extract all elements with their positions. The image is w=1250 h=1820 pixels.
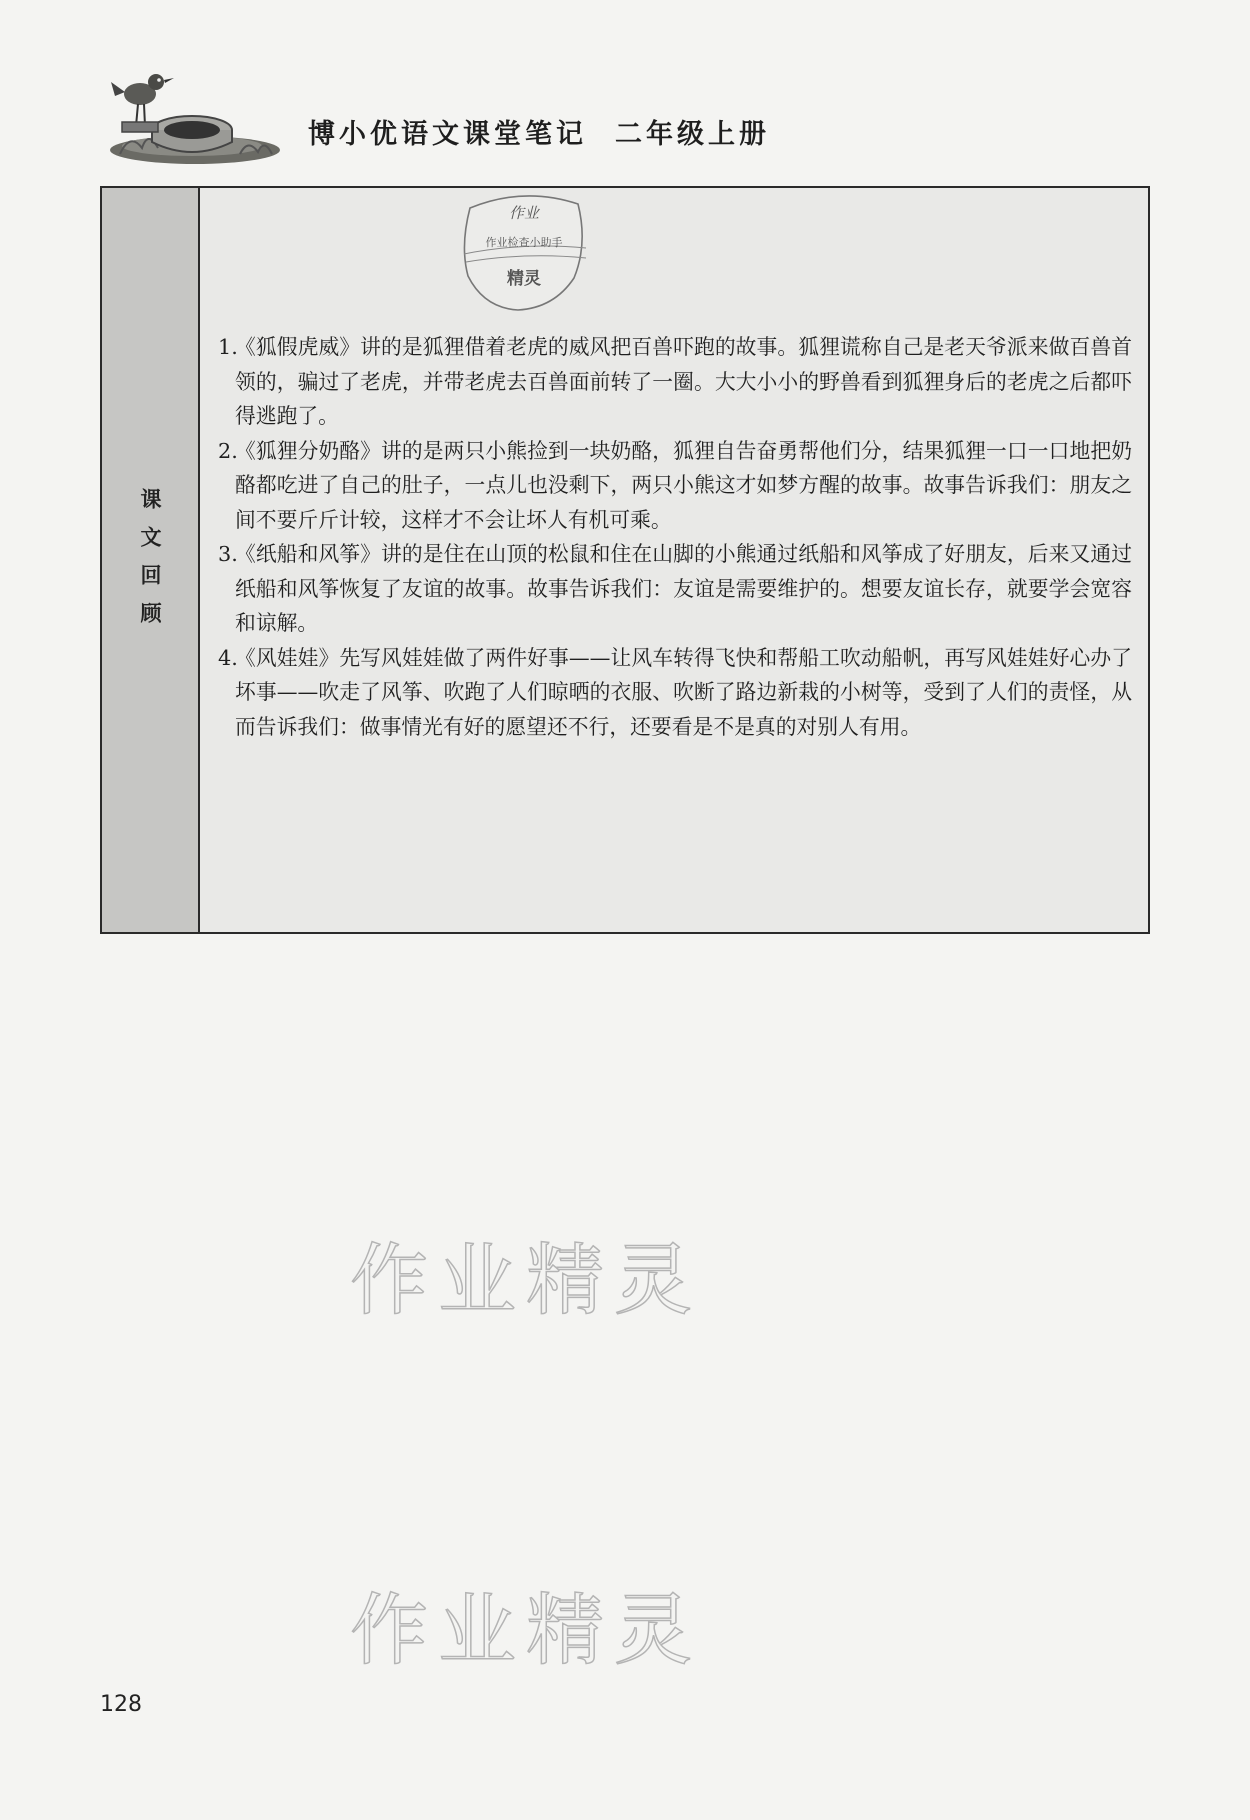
page-header xyxy=(100,58,800,168)
list-item: 4. 《风娃娃》先写风娃娃做了两件好事——让风车转得飞快和帮船工吹动船帆，再写风娃娃好心办了坏事——吹走了风筝、吹跑了人们晾晒的衣服、吹断了路边新栽的小树等，受到了人们的责怪，从而告诉我们：做事情光有好的愿望还不行，还要看是不是真的对别人有用。 xyxy=(218,645,1132,739)
stamp-top-text: 作业 xyxy=(508,204,540,222)
watermark: 作业精灵 xyxy=(350,1236,703,1326)
bird-on-well-logo xyxy=(100,58,285,168)
stamp-bottom-text: 精灵 xyxy=(507,269,541,289)
lesson-review-box xyxy=(100,186,1150,934)
list-item: 3. 《纸船和风筝》讲的是住在山顶的松鼠和住在山脚的小熊通过纸船和风筝成了好朋友，后来又通过纸船和风筝恢复了友谊的故事。故事告诉我们：友谊是需要维护的。想要友谊长存，就要学会宽容和谅解。 xyxy=(218,542,1132,635)
page-number: 128 xyxy=(100,1692,142,1717)
review-content xyxy=(200,188,1148,932)
book-title: 博小优语文课堂笔记 xyxy=(308,119,587,150)
side-label: 课文回顾 xyxy=(138,488,162,640)
stamp-middle-text: 作业检查小助手 xyxy=(485,236,563,249)
side-label-column xyxy=(102,188,200,932)
list-item: 2. 《狐狸分奶酪》讲的是两只小熊捡到一块奶酪，狐狸自告奋勇帮他们分，结果狐狸一口一口地把奶酪都吃进了自己的肚子，一点儿也没剩下，两只小熊这才如梦方醒的故事。故事告诉我们：朋友之间不要斤斤计较，这样才不会让坏人有机可乘。 xyxy=(218,438,1132,532)
header-title xyxy=(308,112,770,151)
homework-stamp xyxy=(456,190,592,318)
list-item: 1. 《狐假虎威》讲的是狐狸借着老虎的威风把百兽吓跑的故事。狐狸谎称自己是老天爷派来做百兽首领的，骗过了老虎，并带老虎去百兽面前转了一圈。大大小小的野兽看到狐狸身后的老虎之后都吓得逃跑了。 xyxy=(218,335,1132,428)
grade-label: 二年级上册 xyxy=(615,119,770,150)
watermark: 作业精灵 xyxy=(350,1586,703,1676)
review-list xyxy=(218,330,1132,744)
